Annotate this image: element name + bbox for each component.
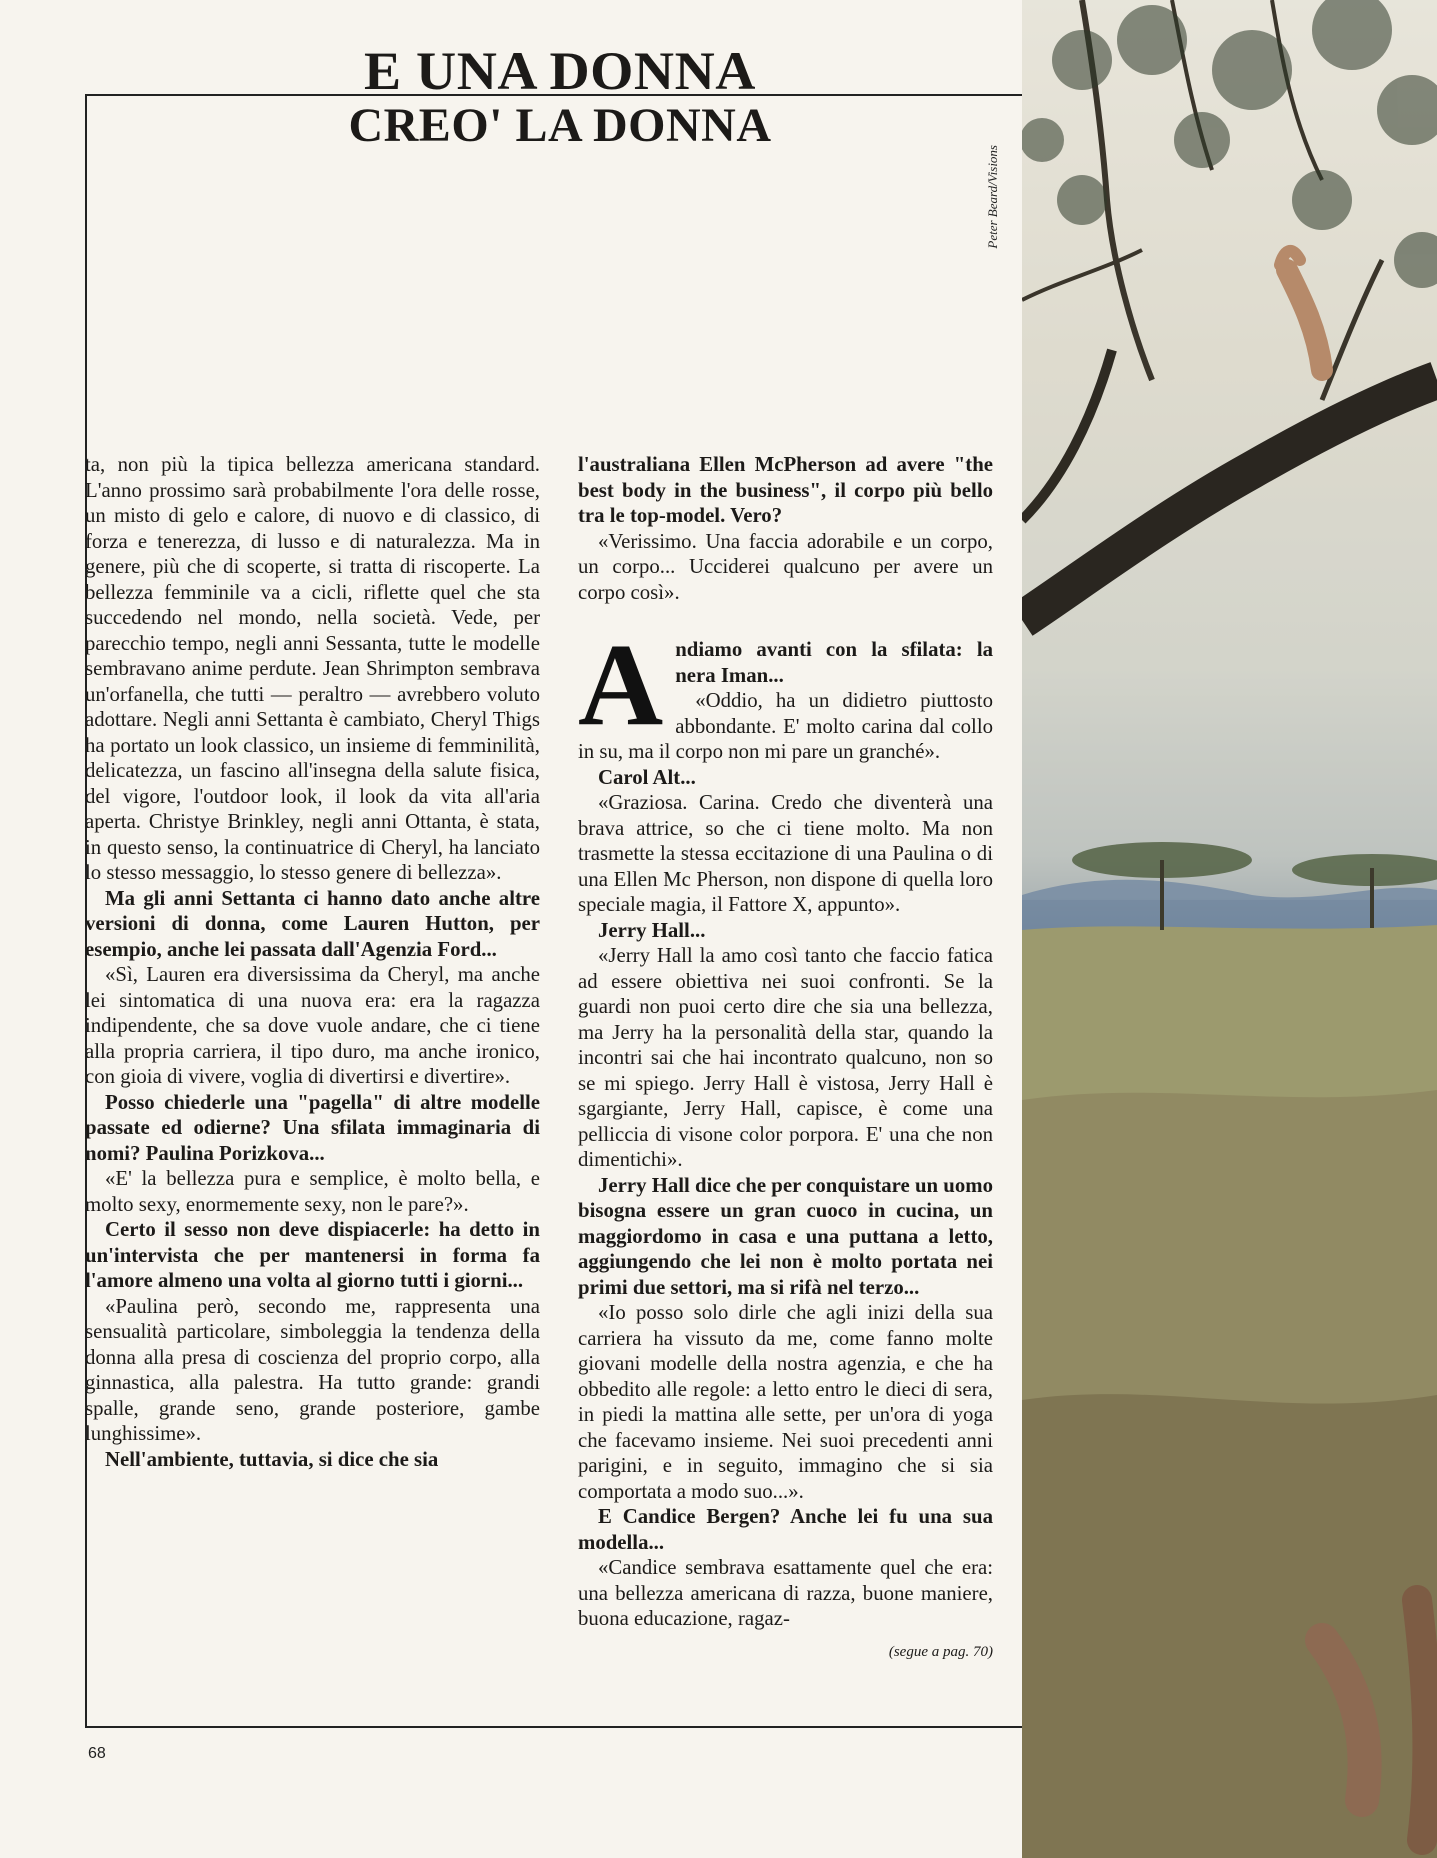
headline xyxy=(300,41,820,154)
dropcap-section xyxy=(578,619,993,765)
interview-answer: «Candice sembrava esattamente quel che era: una bellezza americana di razza, buone maniere, buona educazione, ragaz- xyxy=(578,1556,993,1630)
interview-question: Nell'ambiente, tuttavia, si dice che sia xyxy=(105,1447,439,1471)
acacia-tree-photo xyxy=(1022,0,1437,1858)
interview-answer: «Paulina però, secondo me, rappresenta una sensualità particolare, simboleggia la tendenza della donna alla presa di coscienza del proprio corpo, alla ginnastica, alla palestra. Ha tutto grande: grandi spalle, grande seno, grande posteriore, gambe lunghissime». xyxy=(85,1294,540,1445)
interview-question: Posso chiederle una "pagella" di altre modelle passate ed odierne? Una sfilata immaginaria di nomi? Paulina Porizkova... xyxy=(85,1090,540,1165)
dropcap-answer: «Oddio, ha un didietro piuttosto abbondante. E' molto carina dal collo in su, ma il corpo non mi pare un granché». xyxy=(578,689,993,763)
interview-answer: «Verissimo. Una faccia adorabile e un corpo, un corpo... Ucciderei qualcuno per avere un corpo così». xyxy=(578,529,993,604)
interview-answer: «E' la bellezza pura e semplice, è molto bella, e molto sexy, enormemente sexy, non le pare?». xyxy=(85,1167,540,1216)
interview-question: l'australiana Ellen McPherson ad avere "the best body in the business", il corpo più bello tra le top-model. Vero? xyxy=(578,453,993,527)
interview-answer: «Sì, Lauren era diversissima da Cheryl, ma anche lei sintomatica di una nuova era: era la ragazza indipendente, che sa dove vuole andare, che ci tiene alla propria carriera, il tipo duro, ma anche ironico, con gioia di vivere, voglia di divertirsi e divertire». xyxy=(85,963,540,1088)
interview-question: Certo il sesso non deve dispiacerle: ha detto in un'intervista che per mantenersi in forma fa l'amore almeno una volta al giorno tutti i giorni... xyxy=(85,1218,540,1292)
article-column-1 xyxy=(85,452,540,1472)
headline-line-1: E UNA DONNA xyxy=(364,41,756,101)
interview-answer: «Graziosa. Carina. Credo che diventerà una brava attrice, so che ci tiene molto. Ma non trasmette la stessa eccitazione di una Paulina o di una Ellen Mc Pherson, non dispone di quella loro speciale magia, il Fattore X, appunto». xyxy=(578,791,993,916)
interview-question: Carol Alt... xyxy=(598,765,696,789)
dropcap-question: ndiamo avanti con la sfilata: la nera Iman... xyxy=(675,638,993,687)
interview-question: E Candice Bergen? Anche lei fu una sua modella... xyxy=(578,1505,993,1554)
continued-note: (segue a pag. 70) xyxy=(888,1643,993,1660)
interview-answer: «Jerry Hall la amo così tanto che faccio fatica ad essere obiettiva nei suoi confronti. Se la guardi non puoi certo dire che sia una bellezza, ma Jerry ha la personalità della star, quando la incontri sai che hai incontrato qualcuno, non so se mi spiego. Jerry Hall è vistosa, Jerry Hall è sgargiante, Jerry Hall, capisce, è come una pelliccia di visone color porpora. E' una che non dimentichi». xyxy=(578,944,993,1171)
article-column-2 xyxy=(578,452,993,1665)
dropcap-letter: A xyxy=(578,619,664,750)
interview-question: Jerry Hall... xyxy=(598,918,706,942)
interview-question: Ma gli anni Settanta ci hanno dato anche altre versioni di donna, come Lauren Hutton, per esempio, anche lei passata dall'Agenzia Ford... xyxy=(85,886,540,961)
safari-photo xyxy=(1022,0,1437,1858)
headline-line-2: CREO' LA DONNA xyxy=(348,99,772,152)
page-number: 68 xyxy=(88,1745,106,1762)
interview-answer: ta, non più la tipica bellezza americana standard. L'anno prossimo sarà probabilmente l'ora delle rosse, un misto di gelo e calore, di nuovo e di classico, di forza e tenerezza, di lusso e di naturalezza. Ma in genere, più che di scoperte, si tratta di riscoperte. La bellezza femminile va a cicli, riflette quel che sta succedendo nel mondo, nella società. Vede, per parecchio tempo, negli anni Sessanta, tutte le modelle sembravano anime perdute. Jean Shrimpton sembrava un'orfanella, che tutti — peraltro — avrebbero voluto adottare. Negli anni Settanta è cambiato, Cheryl Thigs ha portato un look classico, un insieme di femminilità, delicatezza, un fascino all'insegna della salute fisica, del vigore, l'outdoor look, il look da vita all'aria aperta. Christye Brinkley, negli anni Ottanta, è stata, in questo senso, la continuatrice di Cheryl, ha lanciato lo stesso messaggio, lo stesso genere di bellezza». xyxy=(85,453,540,884)
interview-question: Jerry Hall dice che per conquistare un uomo bisogna essere un gran cuoco in cucina, un maggiordomo in casa e una puttana a letto, aggiungendo che lei non è molto portata nei primi due settori, ma si rifà nel terzo... xyxy=(578,1173,993,1299)
interview-answer: «Io posso solo dirle che agli inizi della sua carriera ha vissuto da me, come fanno molte giovani modelle della nostra agenzia, e che ha obbedito alle regole: a letto entro le dieci di sera, in piedi la mattina alle sette, per un'ora di yoga che facevamo insieme. Nei suoi precedenti anni parigini, e in seguito, immagino che si sia comportata a modo suo...». xyxy=(578,1301,993,1503)
photo-credit: Peter Beard/Visions xyxy=(985,145,1000,249)
